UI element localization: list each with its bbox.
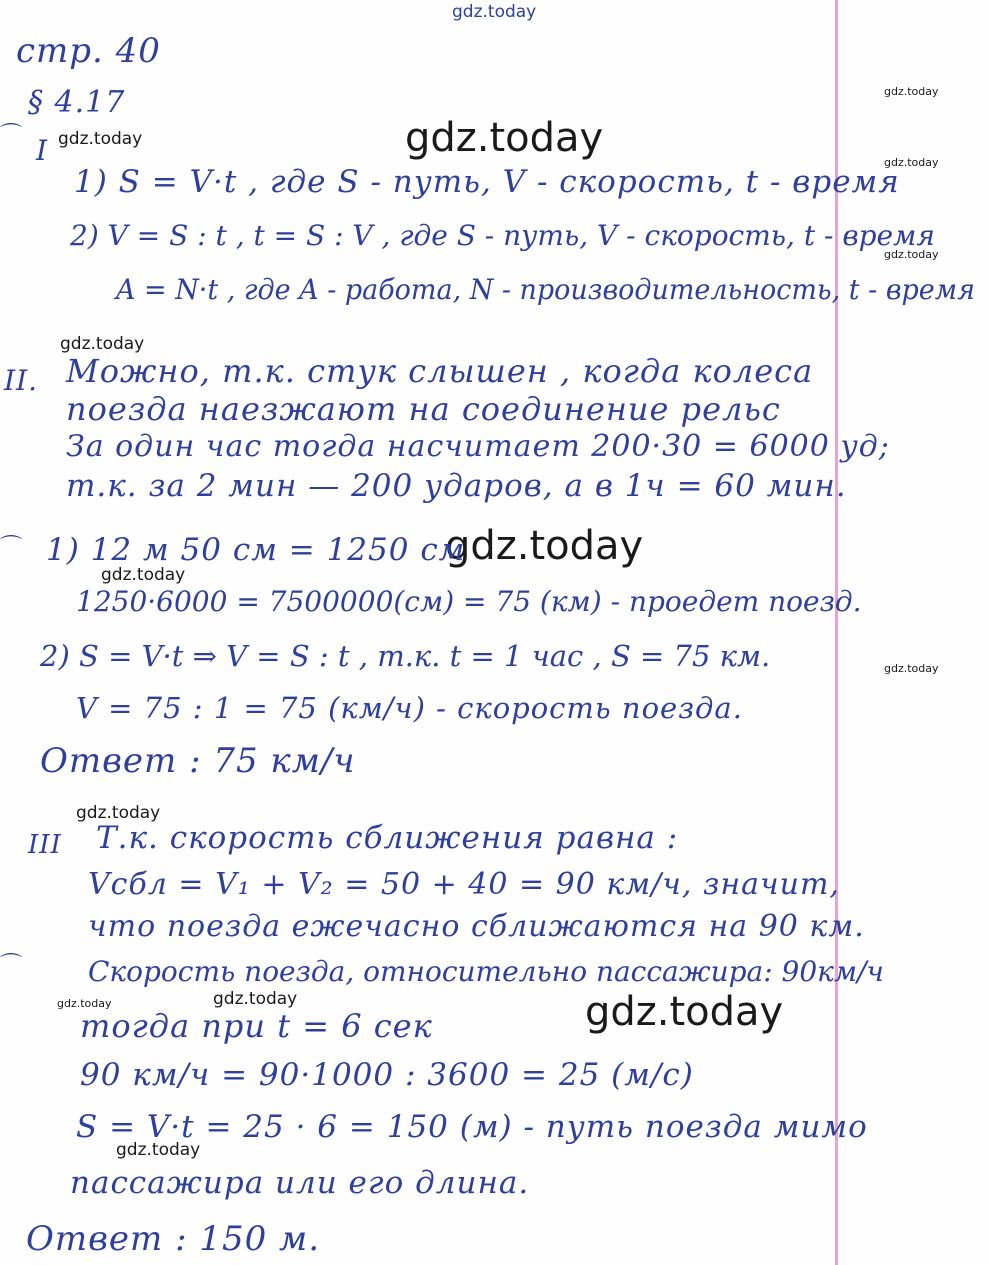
handwritten-line: что поезда ежечасно сближаются на 90 км.	[88, 909, 865, 944]
watermark: gdz.today	[452, 2, 537, 22]
part-marker: III	[28, 830, 62, 860]
handwritten-line: A = N·t , где A - работа, N - производительность, t - время	[116, 273, 975, 306]
handwritten-line: 1) 12 м 50 см = 1250 см	[46, 532, 466, 568]
handwritten-line: 2) V = S : t , t = S : V , где S - путь, V - скорость, t - время	[70, 219, 935, 252]
handwritten-line: поезда наезжают на соединение рельс	[66, 390, 781, 428]
handwritten-line: 1250·6000 = 7500000(см) = 75 (км) - проедет поезд.	[76, 585, 862, 618]
handwritten-line: 1) S = V·t , где S - путь, V - скорость, t - время	[74, 164, 900, 200]
bracket-mark: ⌒	[0, 535, 23, 560]
part-marker: I	[36, 134, 49, 167]
handwritten-line: За один час тогда насчитает 200·30 = 6000 уд;	[66, 429, 890, 464]
handwritten-line: Т.к. скорость сближения равна :	[96, 820, 679, 856]
watermark: gdz.today	[60, 334, 145, 354]
watermark: gdz.today	[884, 156, 939, 169]
watermark: gdz.today	[76, 803, 161, 823]
answer: Ответ : 75 км/ч	[40, 741, 356, 781]
handwritten-line: т.к. за 2 мин — 200 ударов, а в 1ч = 60 мин.	[66, 468, 847, 504]
watermark: gdz.today	[585, 989, 784, 1035]
watermark: gdz.today	[884, 662, 939, 675]
handwritten-line: тогда при t = 6 сек	[80, 1007, 433, 1045]
section-number: § 4.17	[28, 85, 126, 120]
watermark: gdz.today	[213, 989, 298, 1009]
handwritten-line: пассажира или его длина.	[70, 1165, 530, 1201]
part-marker: II.	[4, 364, 39, 397]
page-reference: стр. 40	[16, 31, 161, 71]
watermark: gdz.today	[57, 997, 112, 1010]
watermark: gdz.today	[884, 85, 939, 98]
handwritten-line: V = 75 : 1 = 75 (км/ч) - скорость поезда.	[76, 691, 743, 725]
watermark: gdz.today	[58, 129, 143, 149]
watermark: gdz.today	[405, 115, 604, 161]
handwritten-line: 90 км/ч = 90·1000 : 3600 = 25 (м/с)	[80, 1057, 694, 1093]
watermark: gdz.today	[445, 523, 644, 569]
handwritten-line: Скорость поезда, относительно пассажира: 90км/ч	[88, 955, 884, 988]
handwritten-line: S = V·t = 25 · 6 = 150 (м) - путь поезда мимо	[76, 1109, 868, 1145]
answer: Ответ : 150 м.	[26, 1219, 321, 1259]
bracket-mark: ⌒	[0, 123, 23, 148]
handwritten-line: Можно, т.к. стук слышен , когда колеса	[66, 352, 814, 390]
handwritten-line: 2) S = V·t ⇒ V = S : t , т.к. t = 1 час , S = 75 км.	[40, 639, 771, 673]
bracket-mark: ⌒	[0, 953, 23, 978]
watermark: gdz.today	[116, 1140, 201, 1160]
watermark: gdz.today	[884, 248, 939, 261]
handwritten-line: Vсбл = V₁ + V₂ = 50 + 40 = 90 км/ч, значит,	[88, 867, 840, 902]
watermark: gdz.today	[101, 565, 186, 585]
